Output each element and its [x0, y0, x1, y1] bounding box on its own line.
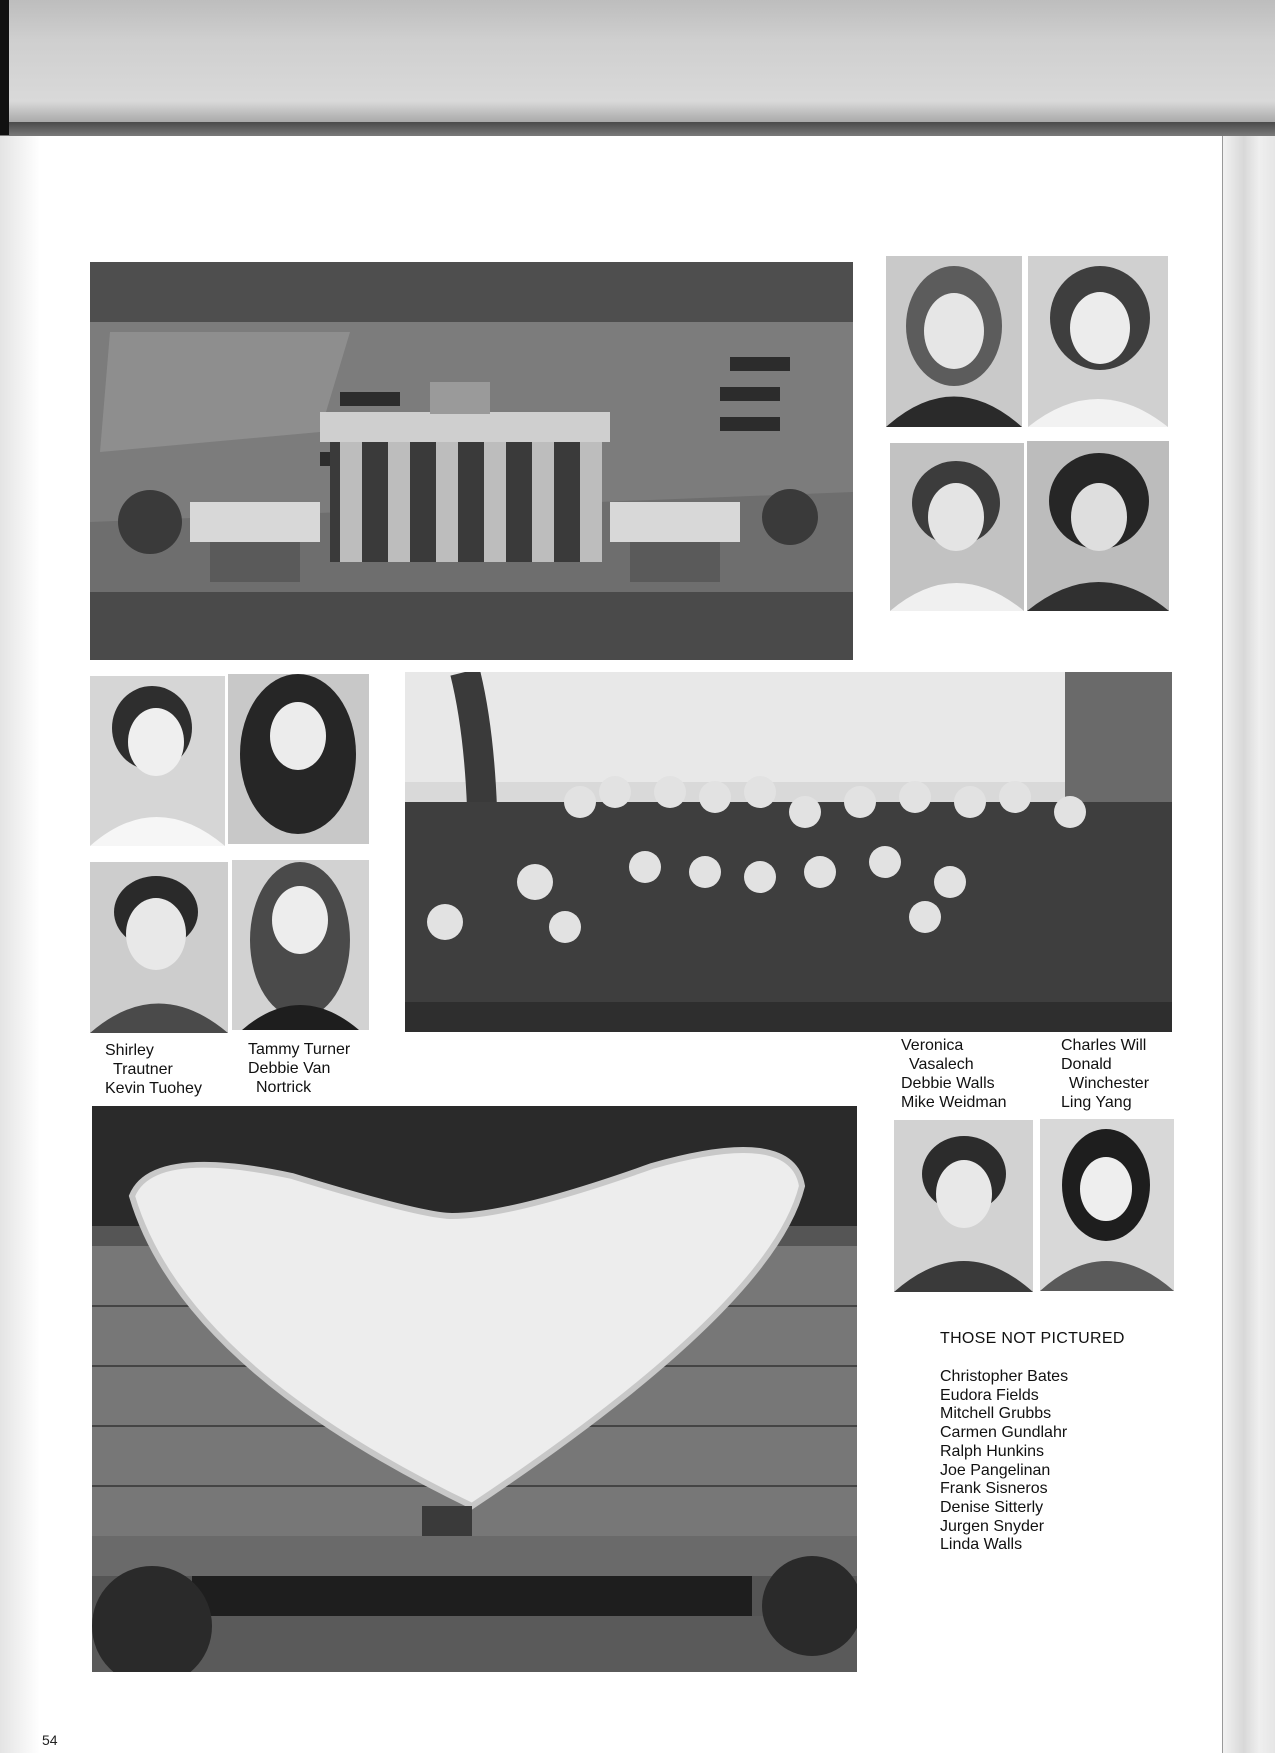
brandenburg-gate-photo	[90, 262, 853, 660]
caption-name: Shirley	[105, 1042, 154, 1059]
page-gutter-shade	[0, 136, 40, 1753]
student-portrait	[90, 862, 228, 1033]
caption-name: Nortrick	[256, 1079, 312, 1096]
student-portrait	[228, 674, 369, 844]
not-pictured-name: Carmen Gundlahr	[940, 1424, 1068, 1442]
not-pictured-name: Christopher Bates	[940, 1368, 1069, 1385]
caption-name: Veronica	[901, 1037, 964, 1054]
not-pictured-name: Mitchell Grubbs	[940, 1405, 1052, 1423]
not-pictured-name: Denise Sitterly	[940, 1498, 1044, 1516]
not-pictured-name: Eudora Fields	[940, 1386, 1039, 1404]
student-portrait	[90, 676, 225, 846]
not-pictured-name: Jurgen Snyder	[940, 1517, 1045, 1535]
student-portrait	[1027, 441, 1169, 611]
caption-name: Ling Yang	[1061, 1094, 1132, 1111]
caption-name: Mike Weidman	[901, 1094, 1007, 1111]
caption-name: Winchester	[1069, 1075, 1150, 1092]
caption-name: Debbie Walls	[901, 1075, 995, 1092]
not-pictured-name: Frank Sisneros	[940, 1480, 1048, 1498]
student-portrait	[890, 443, 1024, 611]
caption-name: Trautner	[113, 1061, 173, 1078]
portrait-caption-right-col2	[1061, 1036, 1149, 1112]
group-photo	[405, 672, 1172, 1032]
caption-name: Debbie Van	[248, 1060, 331, 1077]
not-pictured-list	[940, 1368, 1068, 1555]
page-edge	[1222, 136, 1275, 1753]
scan-binding-strip	[0, 0, 1275, 135]
caption-name: Charles Will	[1061, 1037, 1147, 1054]
portrait-caption-left-col2	[248, 1040, 350, 1097]
congress-hall-photo	[92, 1106, 857, 1672]
portrait-caption-right-col1	[901, 1036, 1007, 1112]
student-portrait	[1040, 1119, 1174, 1291]
not-pictured-name: Ralph Hunkins	[940, 1442, 1045, 1460]
caption-name: Donald	[1061, 1056, 1112, 1073]
portrait-caption-left-col1	[105, 1041, 202, 1098]
caption-name: Kevin Tuohey	[105, 1080, 202, 1097]
not-pictured-name: Joe Pangelinan	[940, 1461, 1051, 1479]
student-portrait	[886, 256, 1022, 427]
not-pictured-name: Linda Walls	[940, 1536, 1023, 1554]
not-pictured-heading: THOSE NOT PICTURED	[940, 1330, 1125, 1347]
student-portrait	[1028, 256, 1168, 427]
caption-name: Vasalech	[909, 1056, 974, 1073]
student-portrait	[232, 860, 369, 1030]
student-portrait	[894, 1120, 1033, 1292]
binding-edge	[0, 122, 1275, 136]
scan-corner	[0, 0, 9, 135]
caption-name: Tammy Turner	[248, 1041, 351, 1058]
page-number: 54	[42, 1732, 58, 1748]
